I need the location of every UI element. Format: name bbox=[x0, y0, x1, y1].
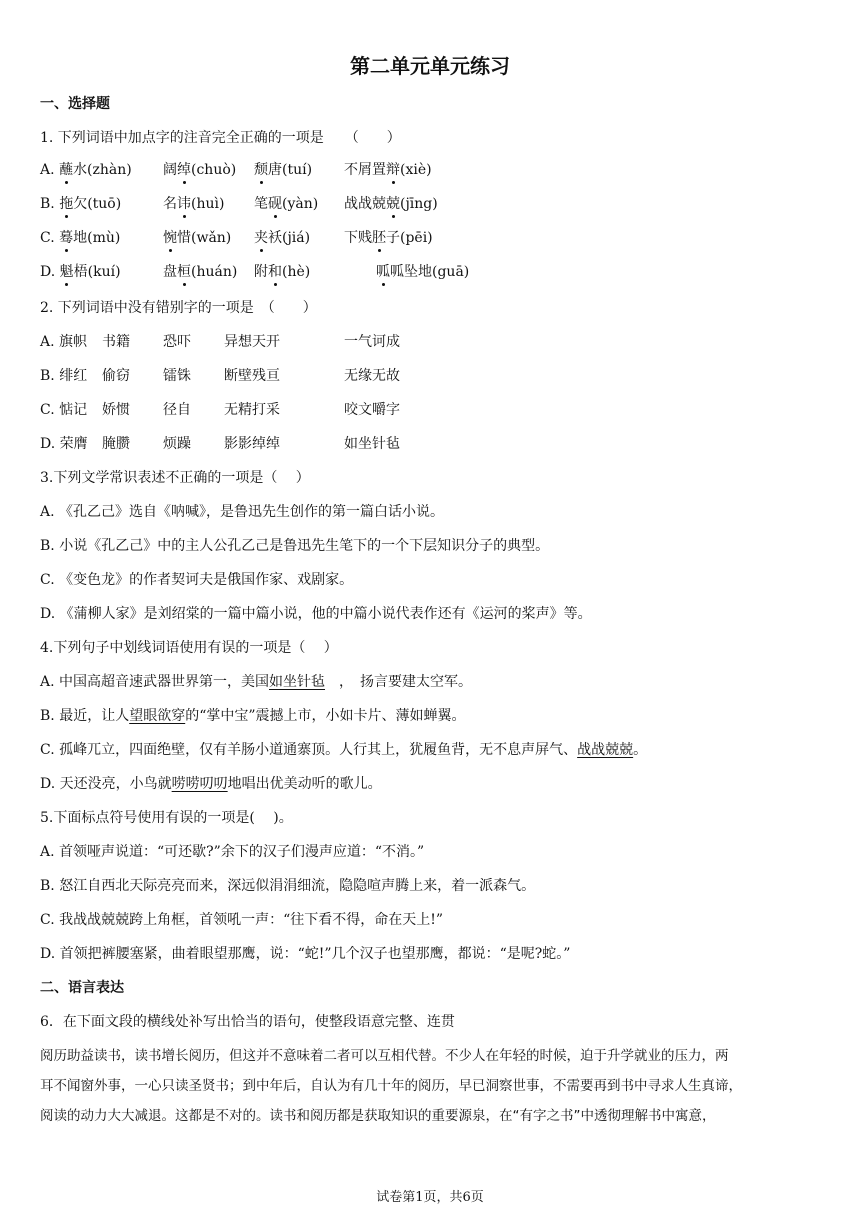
q1-option-d-4: 呱呱坠地(guā) bbox=[376, 264, 470, 280]
page-footer: 试卷第1页，共6页 bbox=[376, 1190, 484, 1205]
q2-option-c-4: 无精打采 bbox=[224, 402, 280, 418]
q2-option-a-2: 书籍 bbox=[102, 334, 130, 350]
q4-c-underlined: 战战兢兢 bbox=[577, 742, 634, 758]
q1-option-b-3: 笔砚(yàn) bbox=[254, 196, 319, 212]
q2-option-b-5: 无缘无故 bbox=[344, 368, 400, 384]
question-5-stem: 5.下面标点符号使用有误的一项是( )。 bbox=[40, 810, 293, 826]
q1-option-c-3: 夹袄(jiá) bbox=[254, 230, 311, 246]
q2-option-d-5: 如坐针毡 bbox=[344, 436, 400, 452]
q6-passage-line-2: 耳不闻窗外事，一心只读圣贤书；到中年后，自认为有几十年的阅历，早已洞察世事，不需要再到书中寻求人生真谛， bbox=[40, 1078, 742, 1094]
q2-option-c-5: 咬文嚼字 bbox=[344, 402, 400, 418]
q2-option-d-4: 影影绰绰 bbox=[224, 436, 280, 452]
q2-option-d-3: 烦躁 bbox=[163, 436, 191, 452]
question-6-stem: 6．在下面文段的横线处补写出恰当的语句，使整段语意完整、连贯 bbox=[40, 1014, 455, 1030]
question-2-stem: 2. 下列词语中没有错别字的一项是 （ ） bbox=[40, 300, 317, 316]
q4-d-text-post: 地唱出优美动听的歌儿。 bbox=[227, 776, 382, 792]
q4-a-text-pre: A. 中国高超音速武器世界第一，美国 bbox=[40, 674, 270, 690]
q1-option-a-4: 不屑置辩(xiè) bbox=[344, 162, 432, 178]
q6-passage-line-1: 阅历助益读书，读书增长阅历，但这并不意味着二者可以互相代替。不少人在年轻的时候，迫于升学就业的压力，两 bbox=[40, 1048, 729, 1064]
page-title: 第二单元单元练习 bbox=[350, 54, 510, 78]
q1-option-c-2: 惋惜(wǎn) bbox=[163, 230, 232, 246]
q3-option-b: B. 小说《孔乙己》中的主人公孔乙己是鲁迅先生笔下的一个下层知识分子的典型。 bbox=[40, 538, 550, 554]
q4-option-c bbox=[40, 740, 647, 760]
q2-option-b-1: B. 绯红 bbox=[40, 368, 88, 384]
q4-a-underlined: 如坐针毡 bbox=[269, 674, 326, 690]
q1-option-a-1: A. 蘸水(zhàn) bbox=[40, 162, 132, 178]
q2-option-a-4: 异想天开 bbox=[224, 334, 280, 350]
q4-option-d bbox=[40, 774, 382, 794]
q4-c-text-pre: C. 孤峰兀立，四面绝壁，仅有羊肠小道通寨顶。人行其上，犹履鱼背，无不息声屏气、 bbox=[40, 742, 578, 758]
q3-option-c: C. 《变色龙》的作者契诃夫是俄国作家、戏剧家。 bbox=[40, 572, 354, 588]
q4-a-text-post: ， 扬言要建太空军。 bbox=[325, 674, 473, 690]
q1-option-a-2: 阔绰(chuò) bbox=[163, 162, 237, 178]
q4-option-a bbox=[40, 672, 472, 692]
q2-option-c-3: 径自 bbox=[163, 402, 191, 418]
q1-option-c-4: 下贱胚子(pēi) bbox=[344, 230, 433, 246]
q1-option-d-2: 盘桓(huán) bbox=[163, 264, 238, 280]
q2-option-b-3: 镭铢 bbox=[163, 368, 191, 384]
q5-option-b: B. 怒江自西北天际亮亮而来，深远似涓涓细流，隐隐喧声腾上来，着一派森气。 bbox=[40, 878, 536, 894]
question-4-stem: 4.下列句子中划线词语使用有误的一项是（ ） bbox=[40, 640, 338, 656]
q4-b-text-post: 的“掌中宝”震撼上市，小如卡片、薄如蝉翼。 bbox=[185, 708, 466, 724]
q1-option-a-3: 颓唐(tuí) bbox=[254, 162, 313, 178]
q5-option-d: D. 首领把裤腰塞紧，曲着眼望那鹰，说：“蛇!”几个汉子也望那鹰，都说：“是呢?蛇。” bbox=[40, 946, 571, 962]
q2-option-c-2: 娇惯 bbox=[102, 402, 130, 418]
q2-option-b-4: 断壁残亘 bbox=[224, 368, 280, 384]
q4-d-underlined: 唠唠叨叨 bbox=[171, 776, 228, 792]
q6-passage-line-3: 阅读的动力大大减退。这都是不对的。读书和阅历都是获取知识的重要源泉，在“有字之书”中透彻理解书中寓意， bbox=[40, 1108, 716, 1124]
q2-option-d-2: 腌臜 bbox=[102, 436, 130, 452]
q1-option-d-1: D. 魁梧(kuí) bbox=[40, 264, 121, 280]
q3-option-a: A. 《孔乙己》选自《呐喊》，是鲁迅先生创作的第一篇白话小说。 bbox=[40, 504, 445, 520]
q2-option-a-3: 恐吓 bbox=[163, 334, 191, 350]
q5-option-c: C. 我战战兢兢跨上角框，首领吼一声：“往下看不得，命在天上!” bbox=[40, 912, 444, 928]
q4-b-underlined: 望眼欲穿 bbox=[129, 708, 186, 724]
q2-option-a-1: A. 旗帜 bbox=[40, 334, 88, 350]
q4-b-text-pre: B. 最近，让人 bbox=[40, 708, 130, 724]
q1-option-b-2: 名讳(huì) bbox=[163, 196, 225, 212]
q5-option-a: A. 首领哑声说道：“可还歇?”余下的汉子们漫声应道：“不消。” bbox=[40, 844, 425, 860]
q1-option-c-1: C. 蓦地(mù) bbox=[40, 230, 121, 246]
q4-c-text-post: 。 bbox=[633, 742, 648, 758]
q4-option-b bbox=[40, 706, 466, 726]
question-1-stem: 1. 下列词语中加点字的注音完全正确的一项是 （ ） bbox=[40, 130, 401, 146]
q1-option-b-1: B. 拖欠(tuō) bbox=[40, 196, 122, 212]
q2-option-c-1: C. 惦记 bbox=[40, 402, 88, 418]
q2-option-b-2: 偷窃 bbox=[102, 368, 130, 384]
q1-option-d-3: 附和(hè) bbox=[254, 264, 311, 280]
q4-d-text-pre: D. 天还没亮，小鸟就 bbox=[40, 776, 172, 792]
q2-option-a-5: 一气诃成 bbox=[344, 334, 400, 350]
q3-option-d: D. 《蒲柳人家》是刘绍棠的一篇中篇小说，他的中篇小说代表作还有《运河的桨声》等。 bbox=[40, 606, 592, 622]
q2-option-d-1: D. 荣膺 bbox=[40, 436, 88, 452]
section-heading-choice: 一、选择题 bbox=[40, 96, 110, 112]
section-heading-expression: 二、语言表达 bbox=[40, 980, 124, 996]
q1-option-b-4: 战战兢兢(jīng) bbox=[344, 196, 438, 212]
question-3-stem: 3.下列文学常识表述不正确的一项是（ ） bbox=[40, 470, 310, 486]
